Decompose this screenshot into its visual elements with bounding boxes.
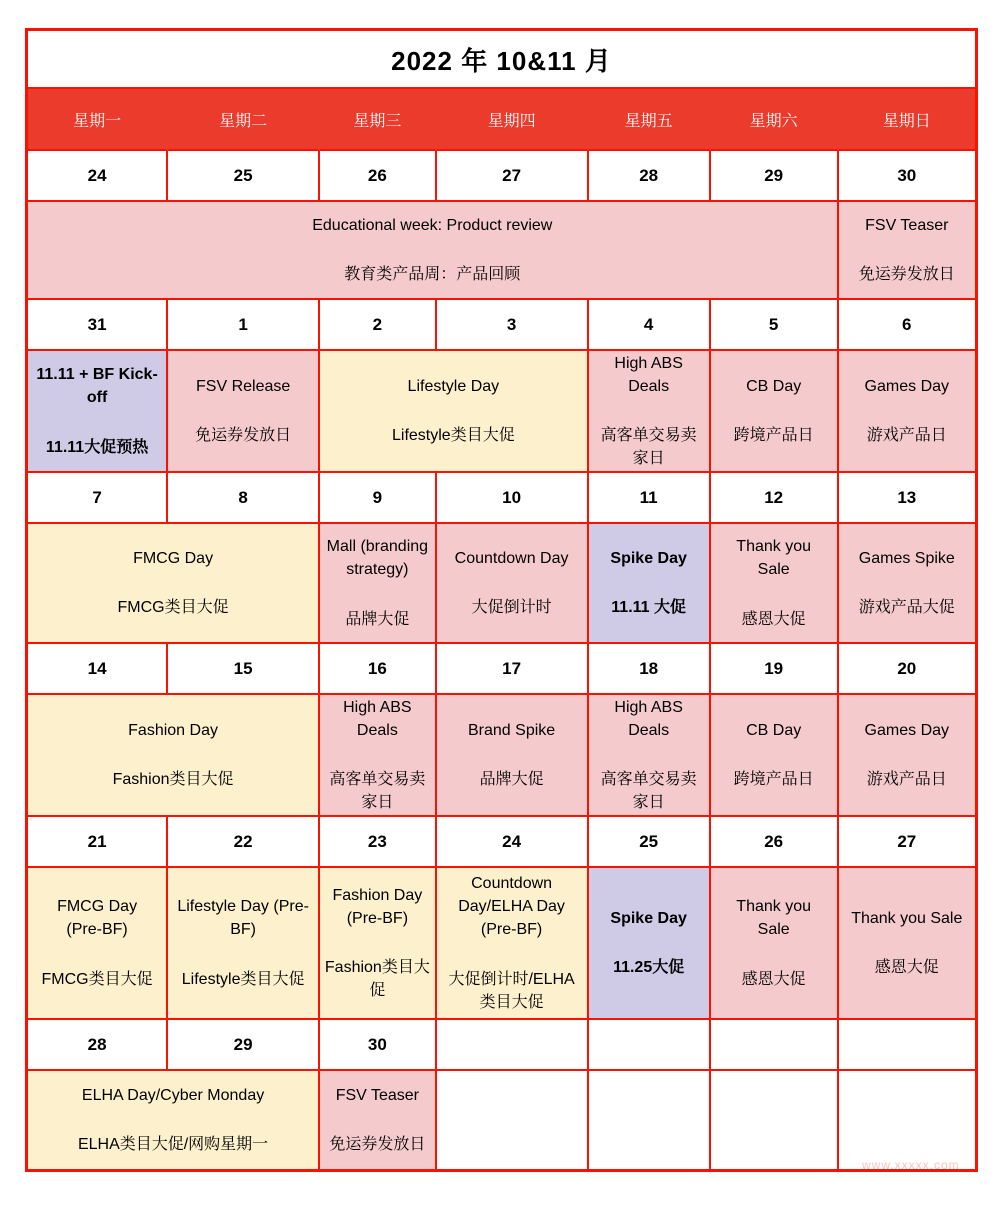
- weekday-header-wed: 星期三: [320, 89, 436, 151]
- date-cell: 6: [839, 300, 975, 351]
- event-fmcg-day-pre-bf: [28, 868, 168, 1020]
- event-title-en: Spike Day: [610, 549, 687, 567]
- event-subtitle-zh: FMCG类目大促: [41, 970, 153, 988]
- watermark: www.xxxxx.com: [862, 1158, 960, 1172]
- date-cell: 30: [320, 1020, 436, 1071]
- event-title-en: Lifestyle Day (Pre-BF): [177, 898, 309, 939]
- date-row: [28, 300, 975, 351]
- event-title-en: Games Day: [864, 721, 950, 739]
- page-title: 2022 年 10&11 月: [28, 31, 975, 89]
- event-title-en: FMCG Day: [133, 549, 214, 567]
- event-spike-day-1125: [589, 868, 711, 1020]
- event-title-en: CB Day: [746, 721, 802, 739]
- weekday-header-fri: 星期五: [589, 89, 711, 151]
- promo-calendar: [25, 28, 978, 1172]
- event-fashion-day-pre-bf: [320, 868, 436, 1020]
- date-row: [28, 1020, 975, 1071]
- date-cell: 24: [437, 817, 589, 868]
- event-title-en: Fashion Day: [128, 721, 218, 739]
- event-subtitle-zh: Lifestyle类目大促: [392, 427, 515, 444]
- event-subtitle-zh: Lifestyle类目大促: [181, 970, 305, 988]
- event-title-en: Lifestyle Day: [407, 377, 500, 395]
- event-elha-cyber-monday: [28, 1071, 320, 1169]
- event-subtitle-zh: 11.11大促预热: [45, 438, 149, 456]
- event-subtitle-zh: 高客单交易卖家日: [600, 427, 697, 468]
- date-cell: 29: [711, 151, 839, 202]
- weekday-header-row: [28, 89, 975, 151]
- event-subtitle-zh: 大促倒计时/ELHA类目大促: [448, 970, 575, 1011]
- event-empty-cell: [437, 1071, 589, 1169]
- event-thank-you-sale: [711, 524, 839, 644]
- event-lifestyle-day-pre-bf: [168, 868, 320, 1020]
- event-subtitle-zh: 跨境产品日: [733, 771, 814, 788]
- date-cell: 9: [320, 473, 436, 524]
- event-empty-cell: [839, 1071, 975, 1169]
- date-cell: 12: [711, 473, 839, 524]
- weekday-header-tue: 星期二: [168, 89, 320, 151]
- event-row: [28, 524, 975, 644]
- weekday-header-sun: 星期日: [839, 89, 975, 151]
- event-subtitle-zh: Fashion类目大促: [324, 959, 430, 1000]
- event-subtitle-zh: 游戏产品大促: [858, 599, 955, 616]
- date-cell: 19: [711, 644, 839, 695]
- event-title-en: Spike Day: [610, 909, 687, 927]
- event-mall-branding: [320, 524, 436, 644]
- date-cell: 30: [839, 151, 975, 202]
- event-title-en: 11.11 + BF Kick-off: [36, 366, 158, 407]
- weekday-header-sat: 星期六: [711, 89, 839, 151]
- event-high-abs-deals: [589, 351, 711, 473]
- event-title-en: Thank you Sale: [736, 538, 812, 579]
- event-brand-spike: [437, 695, 589, 817]
- event-subtitle-zh: 跨境产品日: [733, 427, 814, 444]
- event-fashion-day: [28, 695, 320, 817]
- date-cell: 11: [589, 473, 711, 524]
- event-title-en: CB Day: [746, 377, 802, 395]
- event-title-en: High ABS Deals: [614, 698, 683, 739]
- date-row: [28, 473, 975, 524]
- event-fmcg-day: [28, 524, 320, 644]
- date-cell-empty: [711, 1020, 839, 1071]
- event-subtitle-zh: 游戏产品日: [866, 427, 947, 444]
- event-high-abs-deals: [320, 695, 436, 817]
- event-row: [28, 695, 975, 817]
- event-subtitle-zh: 大促倒计时: [471, 599, 552, 616]
- date-cell: 31: [28, 300, 168, 351]
- date-cell: 24: [28, 151, 168, 202]
- event-title-en: FSV Release: [196, 377, 291, 395]
- date-cell: 14: [28, 644, 168, 695]
- event-subtitle-zh: 免运券发放日: [195, 427, 292, 444]
- event-title-en: FMCG Day (Pre-BF): [57, 898, 138, 939]
- event-subtitle-zh: 免运券发放日: [858, 266, 955, 283]
- event-title-en: Countdown Day/ELHA Day (Pre-BF): [458, 875, 565, 939]
- event-spike-day-1111: [589, 524, 711, 644]
- date-row: [28, 644, 975, 695]
- date-cell: 28: [28, 1020, 168, 1071]
- date-cell: 10: [437, 473, 589, 524]
- event-subtitle-zh: 教育类产品周：产品回顾: [344, 266, 521, 283]
- date-cell: 13: [839, 473, 975, 524]
- event-title-en: Games Day: [864, 377, 950, 395]
- event-title-en: High ABS Deals: [343, 698, 412, 739]
- date-cell: 25: [168, 151, 320, 202]
- date-row: [28, 151, 975, 202]
- event-cb-day: [711, 695, 839, 817]
- event-subtitle-zh: 游戏产品日: [866, 771, 947, 788]
- event-title-en: ELHA Day/Cyber Monday: [81, 1086, 265, 1104]
- title-row: [28, 31, 975, 89]
- event-title-en: Fashion Day (Pre-BF): [332, 886, 423, 927]
- event-title-en: Mall (branding strategy): [326, 538, 429, 579]
- date-cell: 27: [437, 151, 589, 202]
- event-title-en: FSV Teaser: [335, 1086, 419, 1104]
- date-cell: 18: [589, 644, 711, 695]
- event-subtitle-zh: 高客单交易卖家日: [600, 771, 697, 812]
- date-cell: 3: [437, 300, 589, 351]
- date-cell: 26: [320, 151, 436, 202]
- date-cell: 2: [320, 300, 436, 351]
- event-high-abs-deals: [589, 695, 711, 817]
- date-cell: 28: [589, 151, 711, 202]
- event-title-en: Games Spike: [858, 549, 955, 567]
- event-empty-cell: [589, 1071, 711, 1169]
- date-cell: 22: [168, 817, 320, 868]
- event-row: [28, 351, 975, 473]
- event-row: [28, 202, 975, 300]
- event-title-en: Thank you Sale: [851, 909, 963, 927]
- date-cell: 27: [839, 817, 975, 868]
- event-fsv-release: [168, 351, 320, 473]
- event-subtitle-zh: 感恩大促: [741, 610, 806, 628]
- weekday-header-thu: 星期四: [437, 89, 589, 151]
- event-subtitle-zh: ELHA类目大促/网购星期一: [77, 1136, 269, 1153]
- event-thank-you-sale: [711, 868, 839, 1020]
- date-cell: 20: [839, 644, 975, 695]
- date-cell-empty: [589, 1020, 711, 1071]
- event-title-en: Thank you Sale: [736, 898, 812, 939]
- date-cell: 16: [320, 644, 436, 695]
- date-cell: 21: [28, 817, 168, 868]
- event-row: [28, 868, 975, 1020]
- date-cell-empty: [437, 1020, 589, 1071]
- date-cell: 15: [168, 644, 320, 695]
- event-title-en: Brand Spike: [468, 721, 556, 739]
- weekday-header-mon: 星期一: [28, 89, 168, 151]
- date-cell: 4: [589, 300, 711, 351]
- event-subtitle-zh: 高客单交易卖家日: [329, 771, 426, 812]
- event-1111-bf-kickoff: [28, 351, 168, 473]
- event-games-day: [839, 695, 975, 817]
- event-subtitle-zh: FMCG类目大促: [117, 599, 229, 616]
- event-subtitle-zh: 11.11 大促: [611, 599, 687, 616]
- event-educational-week: [28, 202, 839, 300]
- event-subtitle-zh: 感恩大促: [741, 970, 806, 988]
- event-countdown-elha-day-pre-bf: [437, 868, 589, 1020]
- date-cell: 26: [711, 817, 839, 868]
- date-cell: 29: [168, 1020, 320, 1071]
- date-cell: 17: [437, 644, 589, 695]
- event-title-en: FSV Teaser: [865, 216, 949, 234]
- event-fsv-teaser: [320, 1071, 436, 1169]
- event-title-en: Countdown Day: [454, 549, 569, 567]
- date-row: [28, 817, 975, 868]
- event-subtitle-zh: 感恩大促: [874, 959, 939, 976]
- event-title-en: Educational week: Product review: [312, 216, 553, 234]
- event-subtitle-zh: 11.25大促: [613, 959, 685, 976]
- event-row: [28, 1071, 975, 1169]
- event-lifestyle-day: [320, 351, 588, 473]
- event-games-spike: [839, 524, 975, 644]
- date-cell: 8: [168, 473, 320, 524]
- event-subtitle-zh: 品牌大促: [345, 610, 410, 628]
- event-fsv-teaser: [839, 202, 975, 300]
- event-subtitle-zh: Fashion类目大促: [112, 771, 234, 788]
- date-cell: 7: [28, 473, 168, 524]
- date-cell: 23: [320, 817, 436, 868]
- date-cell: 5: [711, 300, 839, 351]
- event-countdown-day: [437, 524, 589, 644]
- event-title-en: High ABS Deals: [614, 354, 683, 395]
- event-subtitle-zh: 免运券发放日: [329, 1136, 426, 1153]
- event-thank-you-sale: [839, 868, 975, 1020]
- event-games-day: [839, 351, 975, 473]
- event-subtitle-zh: 品牌大促: [479, 771, 544, 788]
- date-cell: 1: [168, 300, 320, 351]
- date-cell-empty: [839, 1020, 975, 1071]
- event-empty-cell: [711, 1071, 839, 1169]
- date-cell: 25: [589, 817, 711, 868]
- event-cb-day: [711, 351, 839, 473]
